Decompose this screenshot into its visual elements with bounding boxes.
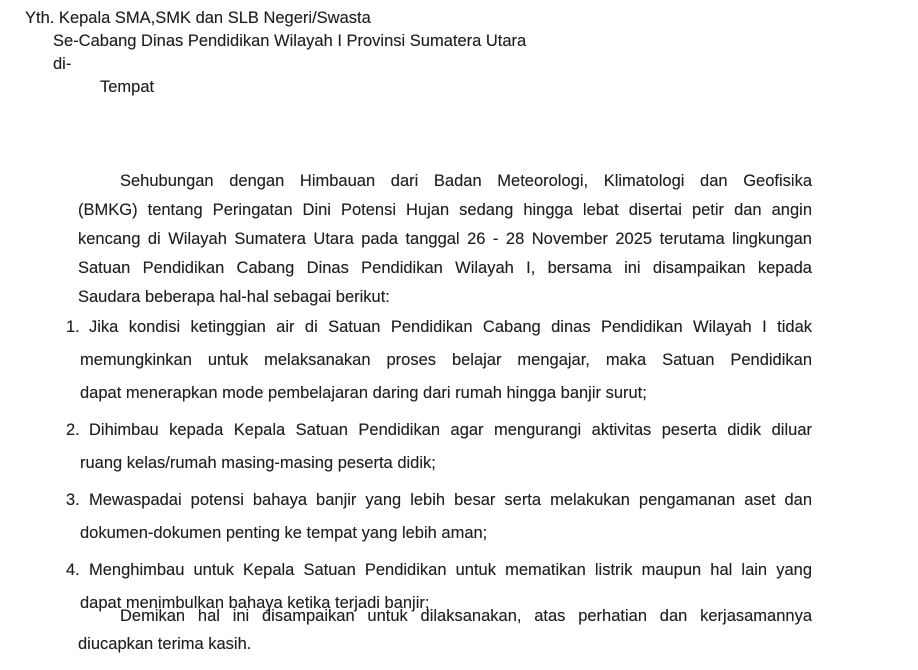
list-item-line: Menghimbau untuk Kepala Satuan Pendidikan untuk mematikan listrik maupun hal lain yang [89,561,812,579]
recipient-line-place: Tempat [100,78,155,96]
recipient-line-addressee: Yth. Kepala SMA,SMK dan SLB Negeri/Swasta [25,9,371,27]
paragraph-line: Satuan Pendidikan Cabang Dinas Pendidikan Wilayah I, bersama ini disampaikan kepada [78,259,812,277]
recipient-block [25,7,526,99]
list-item-line: dapat menimbulkan bahaya ketika terjadi banjir; [80,594,430,612]
list-item-line: memungkinkan untuk melaksanakan proses belajar mengajar, maka Satuan Pendidikan [80,351,812,369]
recipient-line-di: di- [53,55,72,73]
list-item-number: 4. [66,561,80,579]
numbered-list [66,311,812,624]
paragraph-line: Sehubungan dengan Himbauan dari Badan Meteorologi, Klimatologi dan Geofisika [120,172,812,190]
list-item-2 [66,414,812,480]
closing-paragraph [78,602,812,658]
opening-paragraph [78,167,812,312]
paragraph-line: diucapkan terima kasih. [78,635,252,653]
list-item-line: Dihimbau kepada Kepala Satuan Pendidikan agar mengurangi aktivitas peserta didik diluar [89,421,812,439]
list-item-line: dokumen-dokumen penting ke tempat yang lebih aman; [80,524,488,542]
list-item-line: ruang kelas/rumah masing-masing peserta didik; [80,454,436,472]
list-item-line: Jika kondisi ketinggian air di Satuan Pendidikan Cabang dinas Pendidikan Wilayah I tidak [89,318,812,336]
list-item-number: 1. [66,318,80,336]
list-item-3 [66,484,812,550]
recipient-line-region: Se-Cabang Dinas Pendidikan Wilayah I Provinsi Sumatera Utara [53,32,527,50]
paragraph-line: kencang di Wilayah Sumatera Utara pada tanggal 26 - 28 November 2025 terutama lingkungan [78,230,812,248]
list-item-lines [80,414,812,480]
paragraph-line: (BMKG) tentang Peringatan Dini Potensi Hujan sedang hingga lebat disertai petir dan angin [78,201,812,219]
paragraph-line: Demikan hal ini disampaikan untuk dilaksanakan, atas perhatian dan kerjasamannya [120,607,812,625]
paragraph-line: Saudara beberapa hal-hal sebagai berikut: [78,288,390,306]
list-item-number: 2. [66,421,80,439]
list-item-line: dapat menerapkan mode pembelajaran daring dari rumah hingga banjir surut; [80,384,647,402]
list-item-line: Mewaspadai potensi bahaya banjir yang lebih besar serta melakukan pengamanan aset dan [89,491,812,509]
list-item-lines [80,484,812,550]
list-item-lines [80,311,812,410]
list-item-number: 3. [66,491,80,509]
list-item-1 [66,311,812,410]
